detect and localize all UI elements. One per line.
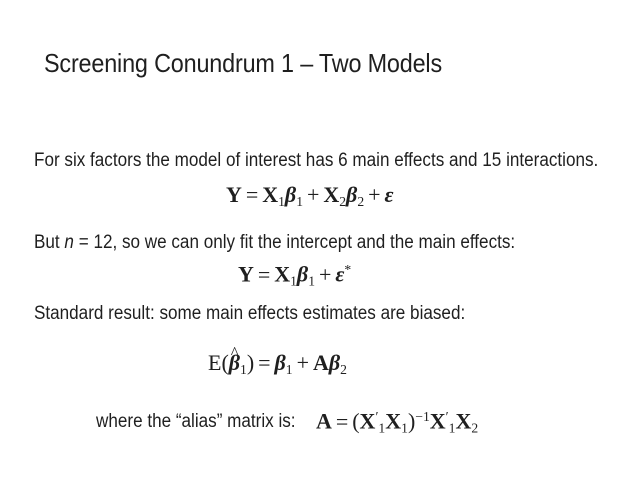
text-line-2-variable: n: [64, 232, 74, 253]
eq4-x4-sub: 2: [471, 420, 479, 436]
eq2-epsilon: ε: [335, 261, 345, 287]
eq3-plus: +: [296, 350, 309, 375]
eq1-beta2: β: [346, 182, 358, 207]
eq4-equals: =: [335, 408, 349, 434]
eq3-beta-hat: ^ β: [229, 352, 240, 374]
slide-title: Screening Conundrum 1 – Two Models: [44, 48, 442, 78]
eq3-a: A: [312, 350, 329, 375]
eq4-prime-2: ′: [445, 409, 449, 424]
eq1-plus-2: +: [368, 182, 381, 207]
equation-expectation: [208, 352, 347, 376]
text-line-2-suffix: = 12, so we can only fit the intercept and the main effects:: [73, 232, 516, 253]
eq1-beta1: β: [284, 182, 297, 207]
text-line-2-prefix: But: [34, 232, 65, 253]
text-line-4: where the “alias” matrix is:: [96, 411, 296, 432]
eq1-beta2-sub: 2: [357, 193, 365, 209]
equation-reduced-model: [238, 263, 351, 288]
eq1-equals: =: [245, 182, 259, 207]
eq1-y: Y: [226, 182, 242, 207]
eq2-beta1: β: [296, 261, 309, 287]
text-line-3: Standard result: some main effects estimates are biased:: [34, 303, 466, 324]
eq2-beta1-sub: 1: [308, 273, 316, 289]
eq3-beta2: β: [328, 350, 341, 375]
eq4-prime-1: ′: [375, 409, 379, 424]
eq1-x1-sub: 1: [278, 193, 285, 209]
eq4-close: ): [407, 408, 416, 434]
eq2-plus: +: [318, 261, 332, 287]
eq4-x2: X: [385, 408, 402, 434]
eq2-x1-sub: 1: [290, 273, 297, 289]
eq2-star: *: [344, 262, 352, 277]
eq4-x3: X: [429, 408, 446, 434]
eq3-e-open: E(: [208, 350, 229, 375]
eq3-equals: =: [258, 350, 271, 375]
equation-full-model: [226, 184, 394, 208]
eq4-x2-sub: 1: [401, 420, 408, 436]
eq4-x3-sub: 1: [448, 420, 456, 436]
eq4-open: (: [352, 408, 360, 434]
text-line-1: For six factors the model of interest has 6 main effects and 15 interactions.: [34, 150, 599, 171]
eq2-x1: X: [274, 261, 291, 287]
eq2-equals: =: [257, 261, 271, 287]
eq4-inverse: −1: [415, 409, 430, 424]
eq3-beta1: β: [274, 350, 286, 375]
eq1-x2-sub: 2: [339, 193, 347, 209]
text-line-2: [34, 232, 515, 254]
eq4-a: A: [316, 408, 332, 434]
eq4-x1: X: [359, 408, 376, 434]
eq3-beta-hat-sub: 1: [240, 361, 247, 377]
eq3-beta1-sub: 1: [285, 361, 293, 377]
eq1-epsilon: ε: [384, 182, 394, 207]
eq4-x4: X: [455, 408, 472, 434]
eq1-beta1-sub: 1: [296, 193, 304, 209]
eq3-close: ): [246, 350, 255, 375]
eq4-x1-sub: 1: [378, 420, 386, 436]
equation-alias-matrix: [316, 410, 478, 435]
eq1-x2: X: [323, 182, 340, 207]
eq3-beta2-sub: 2: [340, 361, 347, 377]
eq1-x1: X: [262, 182, 279, 207]
eq2-y: Y: [238, 261, 254, 287]
eq1-plus-1: +: [306, 182, 320, 207]
